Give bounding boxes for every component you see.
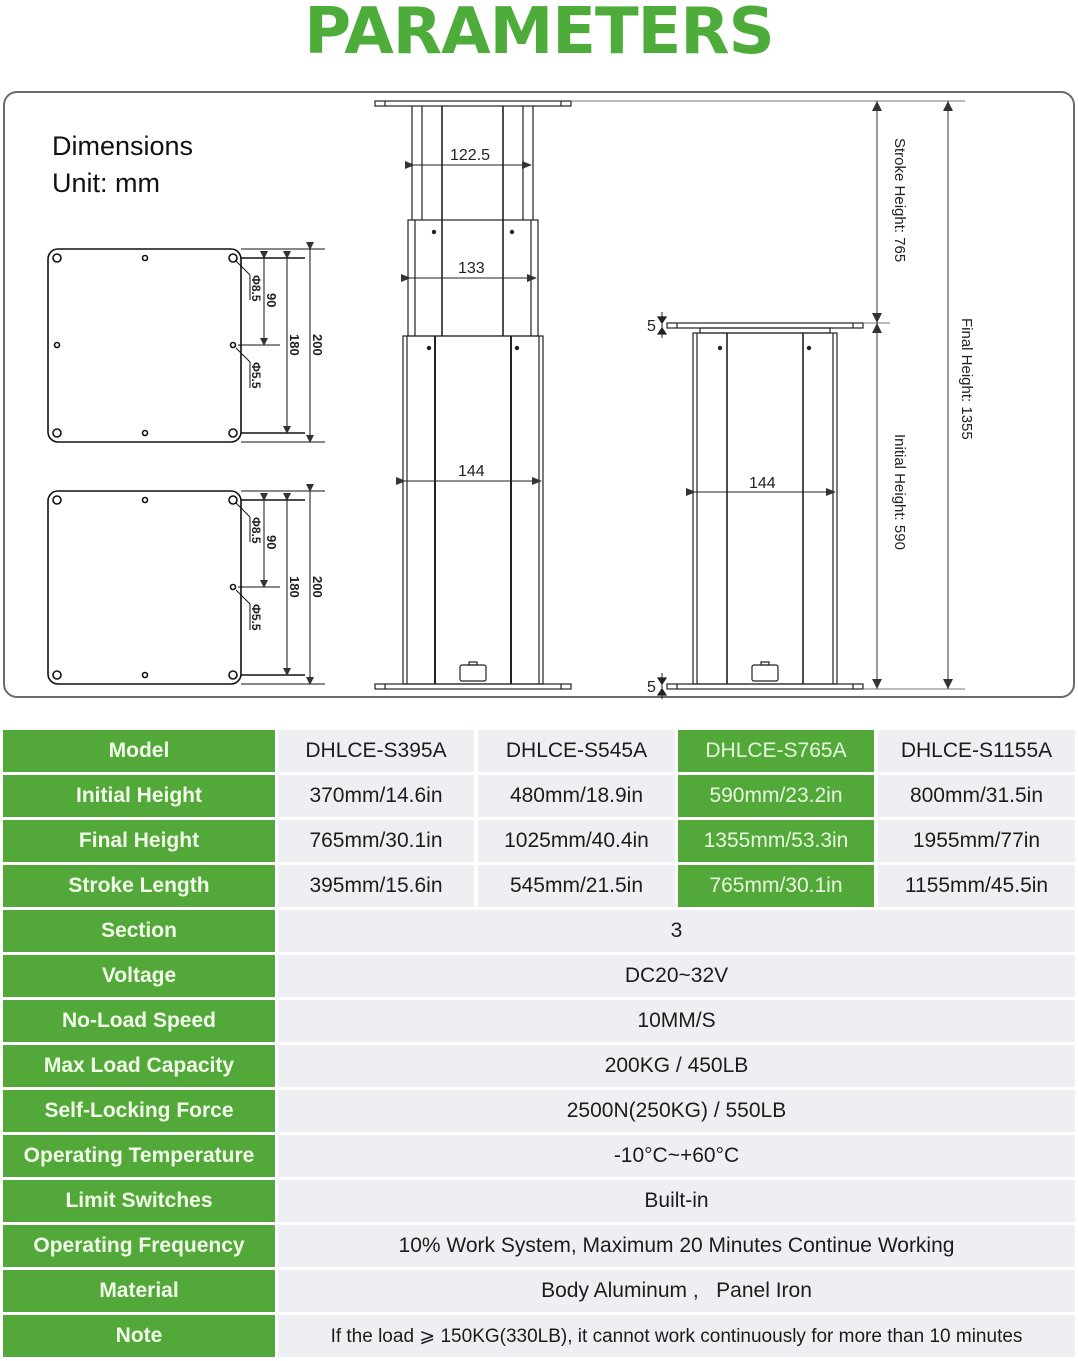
value-cell: 10MM/S [278, 1000, 1075, 1042]
table-row-initial-height [3, 775, 1075, 817]
extended-width-top: 122.5 [450, 147, 491, 164]
model-cell-highlighted: DHLCE-S765A [678, 730, 874, 772]
value-cell-highlighted: 590mm/23.2in [678, 775, 874, 817]
value-cell: 2500N(250KG) / 550LB [278, 1090, 1075, 1132]
plate-1-dim-90: 90 [264, 293, 279, 308]
row-label: Self-Locking Force [3, 1090, 275, 1132]
table-row-note [3, 1315, 1075, 1357]
value-cell: Body Aluminum , Panel Iron [278, 1270, 1075, 1312]
final-height-label: Final Height: 1355 [958, 318, 975, 440]
row-label: Stroke Length [3, 865, 275, 907]
value-cell: 1025mm/40.4in [478, 820, 675, 862]
extended-width-mid: 133 [458, 260, 485, 277]
row-label: Voltage [3, 955, 275, 997]
plate-1-dim-180: 180 [287, 334, 302, 356]
value-cell: 765mm/30.1in [278, 820, 474, 862]
plate-2-dim-90: 90 [264, 535, 279, 550]
row-label: Final Height [3, 820, 275, 862]
extended-column-front-view [375, 101, 571, 689]
row-label: Operating Frequency [3, 1225, 275, 1267]
initial-height-label: Initial Height: 590 [891, 434, 908, 550]
value-cell: 545mm/21.5in [478, 865, 675, 907]
value-cell: 1955mm/77in [878, 820, 1075, 862]
table-row-limit-switches [3, 1180, 1075, 1222]
mounting-plate-top-view-2 [48, 491, 325, 684]
row-label: Max Load Capacity [3, 1045, 275, 1087]
table-row-operating-temperature [3, 1135, 1075, 1177]
table-row-model [3, 730, 1075, 772]
row-label: Initial Height [3, 775, 275, 817]
table-row-self-locking-force [3, 1090, 1075, 1132]
value-cell: DC20~32V [278, 955, 1075, 997]
row-label: Limit Switches [3, 1180, 275, 1222]
mounting-plate-top-view-1 [48, 249, 325, 442]
value-cell: 370mm/14.6in [278, 775, 474, 817]
plate-1-hole-large: Φ8.5 [249, 275, 263, 302]
model-cell: DHLCE-S1155A [878, 730, 1075, 772]
value-cell: 800mm/31.5in [878, 775, 1075, 817]
value-cell: If the load ⩾ 150KG(330LB), it cannot work continuously for more than 10 minutes [278, 1315, 1075, 1357]
row-label: Operating Temperature [3, 1135, 275, 1177]
page-title: PARAMETERS [304, 0, 774, 69]
row-label: Model [3, 730, 275, 772]
top-plate-thickness: 5 [647, 318, 656, 335]
stroke-height-label: Stroke Height: 765 [891, 138, 908, 263]
row-label: Material [3, 1270, 275, 1312]
table-row-no-load-speed [3, 1000, 1075, 1042]
retracted-column-front-view [658, 312, 863, 699]
table-row-operating-frequency [3, 1225, 1075, 1267]
value-cell: 395mm/15.6in [278, 865, 474, 907]
row-label: Note [3, 1315, 275, 1357]
plate-1-dim-200: 200 [310, 334, 325, 356]
model-cell: DHLCE-S545A [478, 730, 675, 772]
table-row-material [3, 1270, 1075, 1312]
unit-label: Unit: mm [52, 168, 160, 198]
row-label: Section [3, 910, 275, 952]
dimensions-title: Dimensions [52, 131, 194, 161]
value-cell: 1155mm/45.5in [878, 865, 1075, 907]
plate-2-dim-200: 200 [310, 576, 325, 598]
retracted-width: 144 [749, 475, 776, 492]
plate-2-dim-180: 180 [287, 576, 302, 598]
value-cell: 3 [278, 910, 1075, 952]
value-cell-highlighted: 1355mm/53.3in [678, 820, 874, 862]
plate-2-hole-small: Φ5.5 [249, 604, 263, 631]
model-cell: DHLCE-S395A [278, 730, 474, 772]
value-cell: 480mm/18.9in [478, 775, 675, 817]
table-row-voltage [3, 955, 1075, 997]
value-cell: -10°C~+60°C [278, 1135, 1075, 1177]
bottom-plate-thickness: 5 [647, 679, 656, 696]
row-label: No-Load Speed [3, 1000, 275, 1042]
plate-2-hole-large: Φ8.5 [249, 517, 263, 544]
value-cell: 200KG / 450LB [278, 1045, 1075, 1087]
value-cell: 10% Work System, Maximum 20 Minutes Continue Working [278, 1225, 1075, 1267]
value-cell-highlighted: 765mm/30.1in [678, 865, 874, 907]
plate-1-hole-small: Φ5.5 [249, 362, 263, 389]
table-row-stroke-length [3, 865, 1075, 907]
table-row-max-load [3, 1045, 1075, 1087]
value-cell: Built-in [278, 1180, 1075, 1222]
table-row-final-height [3, 820, 1075, 862]
table-row-section [3, 910, 1075, 952]
extended-width-bottom: 144 [458, 463, 485, 480]
